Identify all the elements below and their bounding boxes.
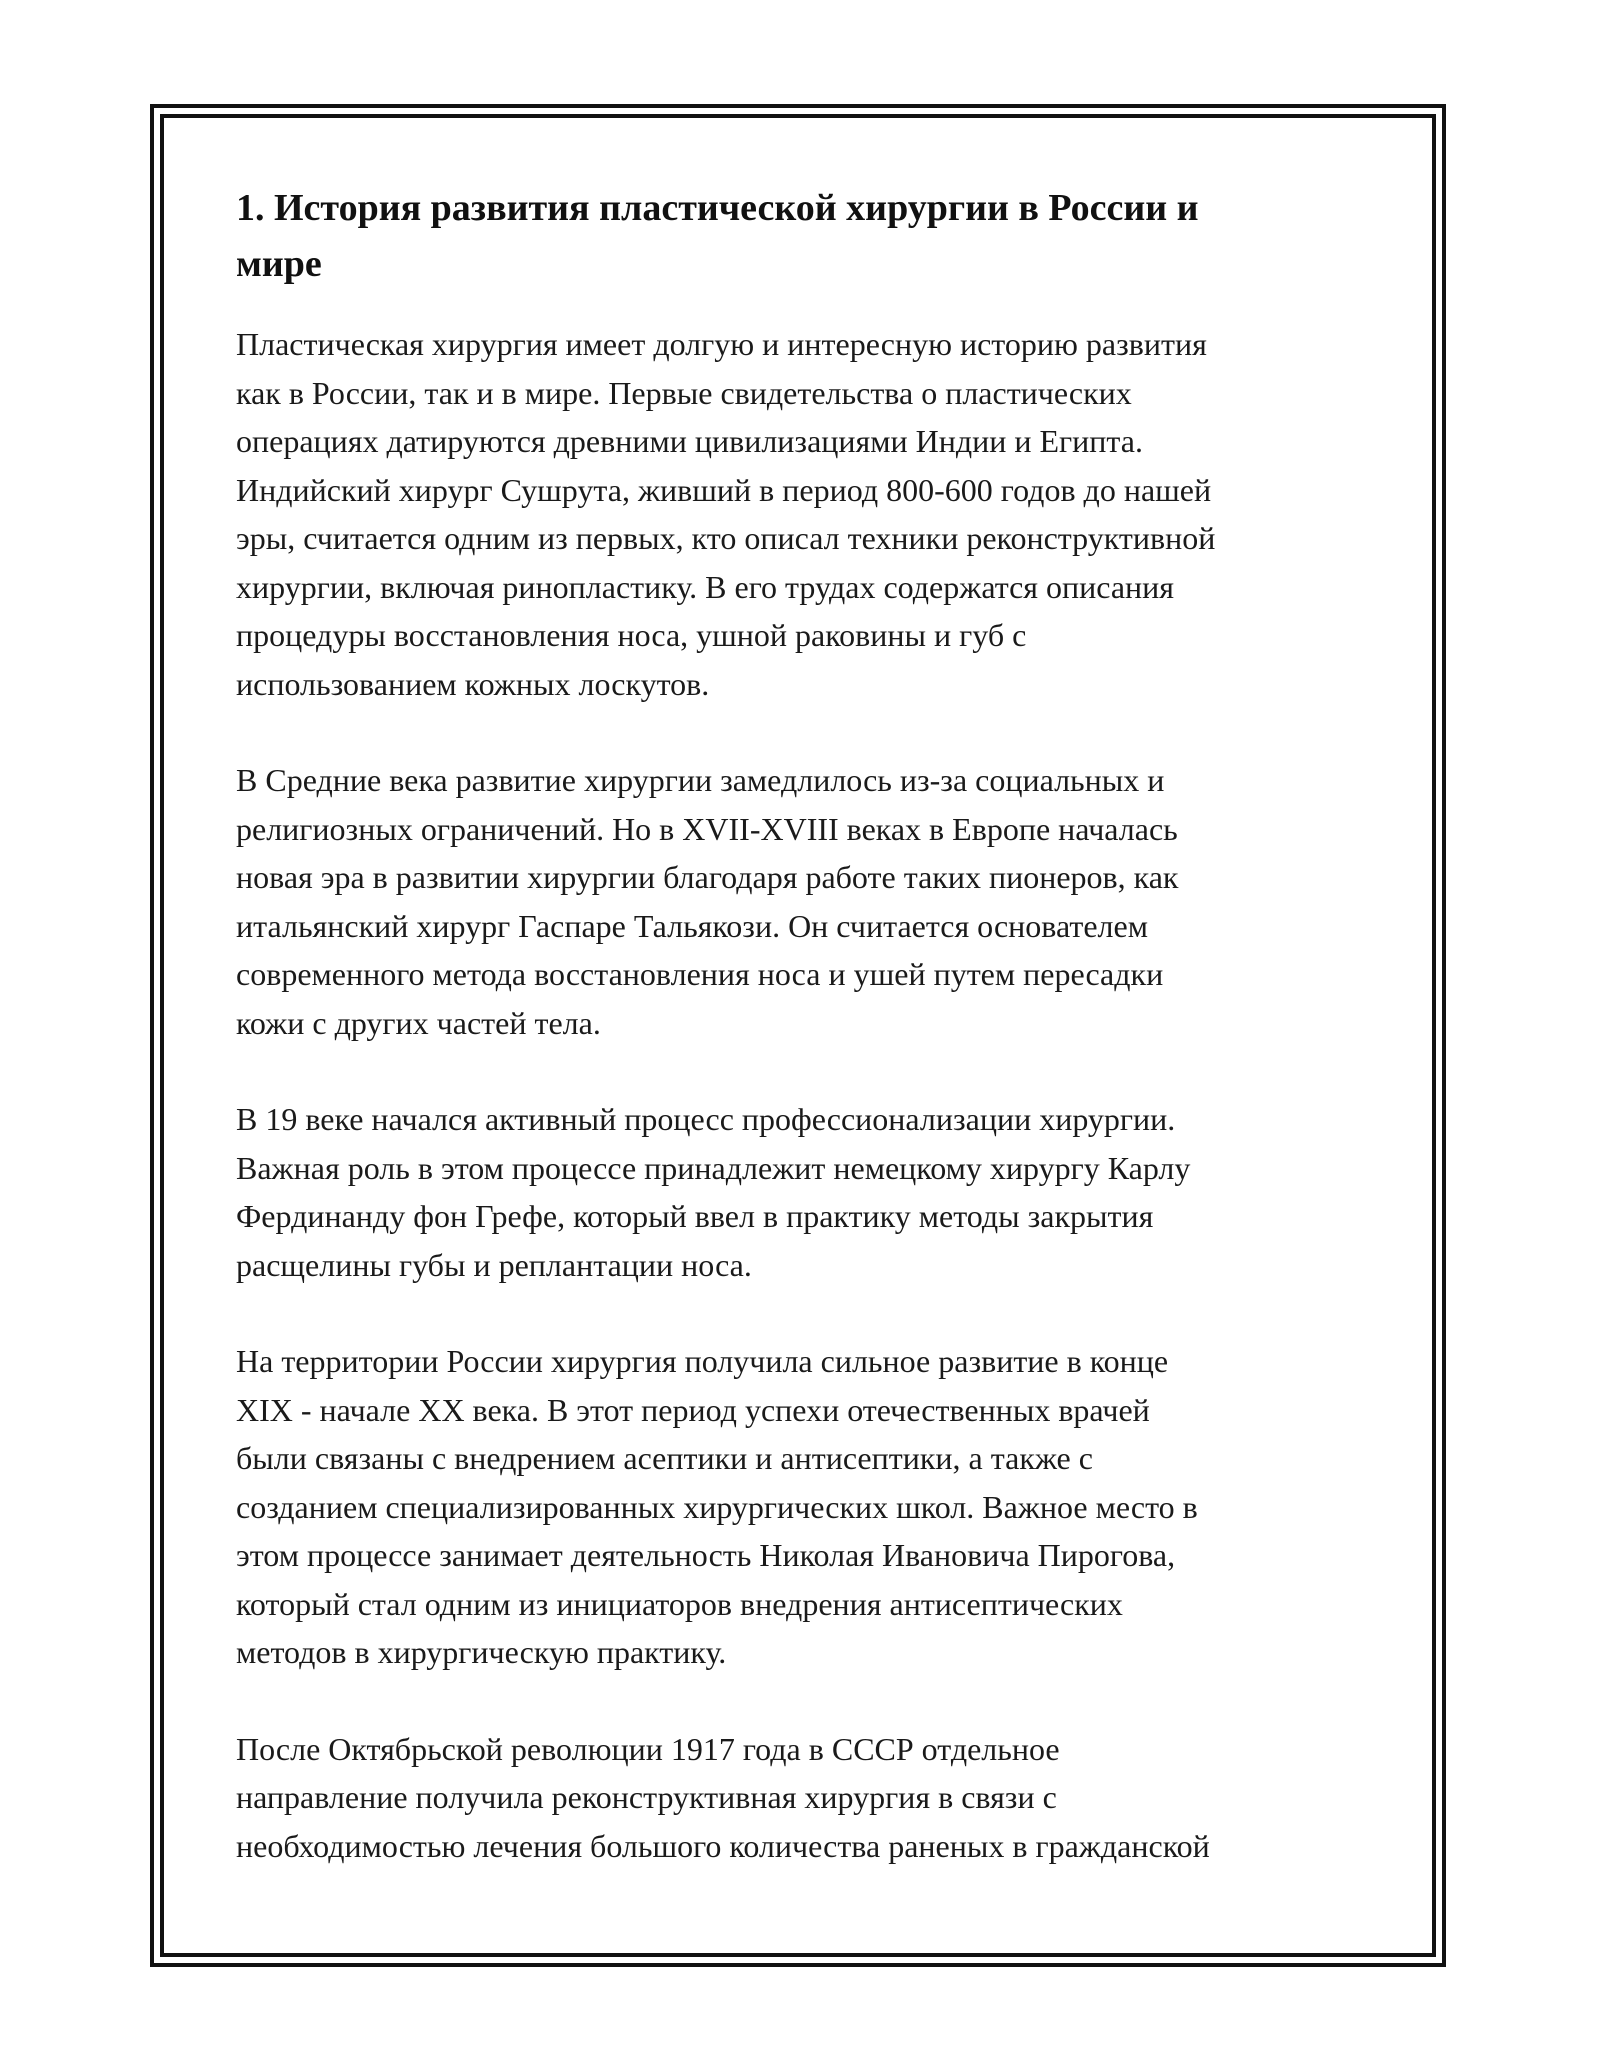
paragraph-1: Пластическая хирургия имеет долгую и интересную историю развития как в России, так и в мире. Первые свидетельства о пластических операциях датируются древними цивилизациями Индии и Египта. Индийский хирург Сушрута, живший в период 800-600 годов до нашей эры, считается одним из первых, кто описал техники реконструктивной хирургии, включая ринопластику. В его трудах содержатся описания процедуры восстановления носа, ушной раковины и губ с использованием кожных лоскутов. [236,326,1216,702]
paragraph-2: В Средние века развитие хирургии замедлилось из-за социальных и религиозных ограничений. Но в XVII-XVIII веках в Европе началась новая эра в развитии хирургии благодаря работе таких пионеров, как итальянский хирург Гаспаре Тальякози. Он считается основателем современного метода восстановления носа и ушей путем пересадки кожи с других частей тела. [236,762,1179,1041]
paragraph-3: В 19 веке начался активный процесс профессионализации хирургии. Важная роль в этом процессе принадлежит немецкому хирургу Карлу Фердинанду фон Грефе, который ввел в практику методы закрытия расщелины губы и реплантации носа. [236,1101,1191,1283]
section-heading: 1. История развития пластической хирургии в России и мире [236,187,1199,285]
paragraph-4: На территории России хирургия получила сильное развитие в конце XIX - начале XX века. В этот период успехи отечественных врачей были связаны с внедрением асептики и антисептики, а также с созданием специализированных хирургических школ. Важное место в этом процессе занимает деятельность Николая Ивановича Пирогова, который стал одним из инициаторов внедрения антисептических методов в хирургическую практику. [236,1343,1198,1670]
paragraph-5: После Октябрьской революции 1917 года в СССР отдельное направление получила реконструктивная хирургия в связи с необходимостью лечения большого количества раненых в гражданской [236,1730,1210,1864]
document-body [236,180,1376,1918]
